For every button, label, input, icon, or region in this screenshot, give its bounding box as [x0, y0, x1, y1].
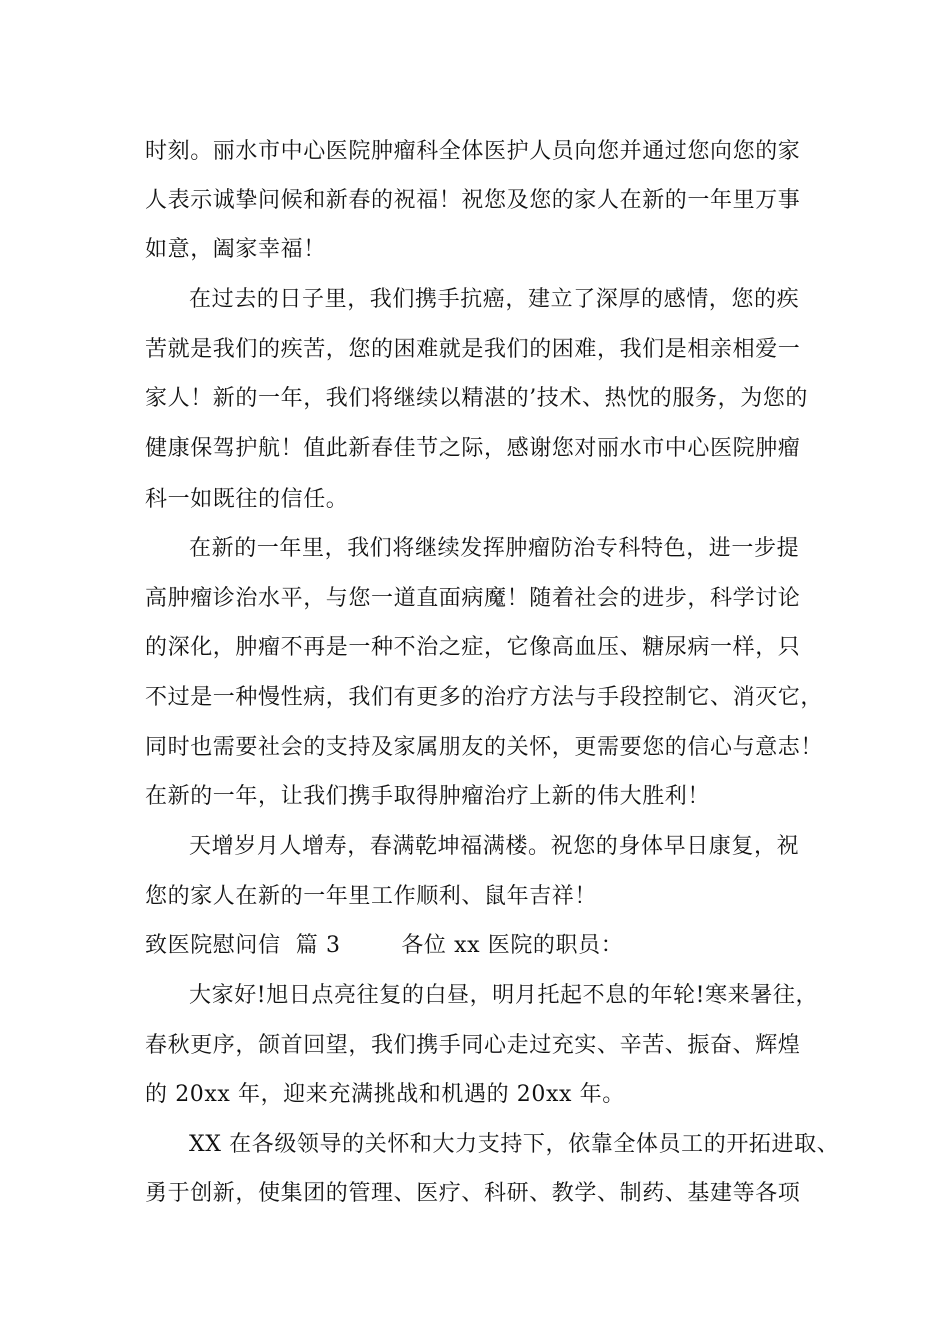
paragraph-first-line: 在新的一年里，我们将继续发挥肿瘤防治专科特色，进一步提	[189, 536, 800, 561]
text-line: 春秋更序，颌首回望，我们携手同心走过充实、辛苦、振奋、辉煌	[145, 1033, 801, 1058]
text-line: 不过是一种慢性病，我们有更多的治疗方法与手段控制它、消灭它，	[145, 685, 824, 710]
text-line: 同时也需要社会的支持及家属朋友的关怀，更需要您的信心与意志！	[145, 735, 824, 760]
text-line: 在新的一年，让我们携手取得肿瘤治疗上新的伟大胜利！	[145, 784, 711, 809]
paragraph-first-line: 天增岁月人增寿，春满乾坤福满楼。祝您的身体早日康复，祝	[189, 834, 800, 859]
text-line: 如意，阖家幸福！	[145, 237, 326, 262]
paragraph-first-line: 大家好!旭日点亮往复的白昼，明月托起不息的年轮!寒来暑往，	[189, 983, 819, 1008]
text-line: 高肿瘤诊治水平，与您一道直面病魔！随着社会的进步，科学讨论	[145, 586, 801, 611]
text-line: 勇于创新，使集团的管理、医疗、科研、教学、制药、基建等各项	[145, 1181, 801, 1206]
text-line: 时刻。丽水市中心医院肿瘤科全体医护人员向您并通过您向您的家	[145, 139, 801, 164]
paragraph-first-line: XX 在各级领导的关怀和大力支持下，依靠全体员工的开拓进取、	[189, 1132, 840, 1157]
text-line: 的深化，肿瘤不再是一种不治之症，它像高血压、糖尿病一样，只	[145, 635, 801, 660]
text-line: 您的家人在新的一年里工作顺利、鼠年吉祥！	[145, 884, 598, 909]
text-line: 家人！新的一年，我们将继续以精湛的’技术、热忱的服务，为您的	[145, 386, 808, 411]
text-line: 苦就是我们的疾苦，您的困难就是我们的困难，我们是相亲相爱一	[145, 337, 801, 362]
text-line: 健康保驾护航！值此新春佳节之际，感谢您对丽水市中心医院肿瘤	[145, 436, 801, 461]
text-line: 科一如既往的信任。	[145, 487, 349, 512]
section-heading-line: 致医院慰问信 篇 3 各位 xx 医院的职员：	[145, 933, 624, 958]
paragraph-first-line: 在过去的日子里，我们携手抗癌，建立了深厚的感情，您的疾	[189, 287, 800, 312]
text-line: 的 20xx 年，迎来充满挑战和机遇的 20xx 年。	[145, 1082, 625, 1107]
text-line: 人表示诚挚问候和新春的祝福！祝您及您的家人在新的一年里万事	[145, 188, 801, 213]
